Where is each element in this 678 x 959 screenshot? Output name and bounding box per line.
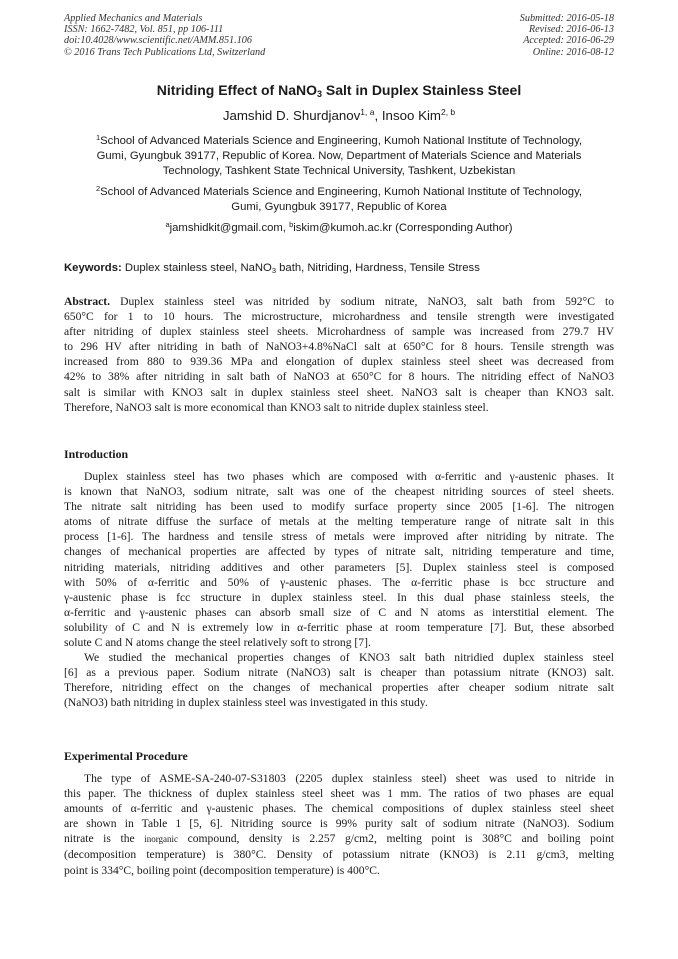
paragraph-line: nitriding materials, nitriding additives and other parameters [5]. Duplex stainless steel is composed (64, 560, 614, 574)
paragraph-line: with 50% of α-ferritic and 50% of γ-austenic phases. The α-ferritic phase is bcc structure and (64, 575, 614, 589)
keywords-subscript: 3 (271, 266, 276, 275)
affiliation-marker: 1 (95, 133, 101, 142)
paragraph-line: We studied the mechanical properties changes of KNO3 salt bath nitridied duplex stainless steel (84, 651, 614, 665)
email-marker: b (289, 220, 294, 229)
paragraph-line: atoms of nitrate diffuse the surface of metals at the melting temperature range of nitrate salt in this (64, 515, 614, 529)
paragraph-line: solute C and N atoms change the steel relatively soft to strong [7]. (64, 636, 371, 650)
author-name: Insoo Kim (381, 108, 441, 123)
issn-line: ISSN: 1662-7482, Vol. 851, pp 106-111 (64, 24, 224, 36)
affiliation-line (64, 181, 614, 200)
revised-date: Revised: 2016-06-13 (528, 24, 614, 36)
email-text: iskim@kumoh.ac.kr (Corresponding Author) (293, 222, 513, 234)
paragraph-text: compound, density is 2.257 g/cm2, melting point is 308°C and boiling point (178, 832, 614, 846)
abstract (64, 294, 614, 415)
author-separator: , (374, 108, 382, 123)
paragraph-line: Therefore, nitriding effect on the changes of mechanical properties after cheaper sodium nitrate salt (64, 681, 614, 695)
abstract-line: Therefore, NaNO3 salt is more economical than KNO3 salt to nitride duplex stainless steel. (64, 400, 489, 414)
accepted-date: Accepted: 2016-06-29 (523, 35, 614, 47)
paper-title (40, 81, 638, 103)
section-heading-introduction: Introduction (64, 447, 129, 461)
paragraph-line: The type of ASME-SA-240-07-S31803 (2205 duplex stainless steel) sheet was used to nitride in (84, 772, 614, 785)
abstract-line (64, 294, 614, 309)
title-part: Salt in Duplex Stainless Steel (322, 82, 522, 98)
paragraph-line: α-ferritic and γ-austenic phases can absorb small size of C and N atoms as interstitial element. The (64, 605, 614, 619)
paragraph-text: nitrate is the (64, 832, 145, 846)
abstract-line: salt is similar with KNO3 salt in duplex stainless steel sheet. NaNO3 salt is cheaper than KNO3 salt. (64, 385, 614, 399)
paragraph-line (64, 831, 614, 847)
introduction-body (64, 469, 614, 711)
experimental-body (64, 771, 614, 878)
paragraph-line: is known that NaNO3, sodium nitrate, salt was one of the cheapest nitriding sources of steel sheets. (64, 485, 614, 499)
online-date: Online: 2016-08-12 (532, 46, 614, 58)
journal-name: Applied Mechanics and Materials (64, 13, 203, 24)
title-subscript: 3 (317, 89, 323, 99)
paragraph-line: this paper. The thickness of duplex stainless steel sheet was 1 mm. The ratios of two phases are equal (64, 787, 614, 801)
affiliation-text: School of Advanced Materials Science and Engineering, Kumoh National Institute of Technology, (100, 135, 583, 147)
author-marker: 2, b (440, 107, 456, 117)
paragraph-line: The nitrate salt nitriding has been used to modify surface property since 2005 [1-6]. The nitrogen (64, 500, 614, 514)
abstract-line: to 296 HV after nitriding in bath of NaNO3+4.8%NaCl salt at 650°C for 8 hours. Tensile strength was (64, 340, 614, 354)
affiliation-line: Gumi, Gyungbuk 39177, Republic of Korea. Now, Department of Materials Science and Materials (96, 150, 582, 162)
paragraph-line: (NaNO3) bath nitriding in duplex stainless steel was investigated in this study. (64, 696, 428, 710)
paragraph-line: solubility of C and N is extremely low in α-ferritic phase at room temperature [7]. But, these absorbed (64, 620, 614, 634)
abstract-text: Duplex stainless steel was nitrided by sodium nitrate, NaNO3, salt bath from 592°C to (110, 295, 614, 308)
title-part: Nitriding Effect of NaNO (156, 82, 318, 98)
paragraph-line: point is 334°C, boiling point (decomposition temperature) is 400°C. (64, 863, 380, 877)
paragraph-line: amounts of α-ferritic and γ-austenic phases. The chemical compositions of duplex stainless steel sheet (64, 802, 614, 816)
affiliation-line (64, 130, 614, 149)
copyright-line: © 2016 Trans Tech Publications Ltd, Switzerland (64, 46, 266, 58)
affiliation-1 (64, 130, 614, 179)
affiliation-2 (64, 181, 614, 215)
keywords-label: Keywords: (64, 262, 122, 274)
email-text: jamshidkit@gmail.com, (169, 222, 290, 234)
small-text: inorganic (144, 834, 179, 845)
abstract-label: Abstract. (64, 295, 111, 308)
publication-dates (520, 13, 614, 58)
paragraph-line: process [1-6]. The hardness and tensile stress of metals were improved after nitriding by nitrate. The (64, 530, 614, 544)
author-marker: 1, a (360, 107, 375, 117)
affiliation-line: Technology, Tashkent State Technical University, Tashkent, Uzbekistan (162, 165, 516, 177)
abstract-line: 42% to 38% after nitriding in salt bath of NaNO3 at 650°C for 8 hours. The nitriding effect of NaNO3 (64, 370, 614, 384)
keywords-text: Duplex stainless steel, NaNO (121, 262, 272, 274)
doi-line: doi:10.4028/www.scientific.net/AMM.851.106 (64, 35, 252, 47)
paragraph-line: Duplex stainless steel has two phases which are composed with α-ferritic and γ-austenic phases. It (84, 470, 614, 483)
author-name: Jamshid D. Shurdjanov (222, 108, 361, 123)
journal-info (64, 13, 265, 58)
affiliation-marker: 2 (95, 184, 101, 193)
email-marker: a (165, 220, 170, 229)
abstract-line: increased from 880 to 939.36 MPa and elongation of duplex stainless steel sheet was decreased from (64, 355, 614, 369)
affiliation-text: School of Advanced Materials Science and Engineering, Kumoh National Institute of Technology, (100, 186, 583, 198)
section-heading-experimental: Experimental Procedure (64, 749, 188, 763)
abstract-line: after nitriding of duplex stainless steel sheets. Microhardness of sample was increased from 279.7 HV (64, 325, 614, 339)
paragraph-line: γ-austenic phase is fcc structure in duplex stainless steel. In this dual phase stainless steels, the (64, 590, 614, 604)
paragraph-line: [6] as a previous paper. Sodium nitrate (NaNO3) salt is cheaper than potassium nitrate (KNO3) salt. (64, 666, 614, 680)
paragraph-line: changes of mechanical properties are affected by types of nitrate salt, nitriding temperature and time, (64, 545, 614, 559)
paragraph-line: are shown in Table 1 [5, 6]. Nitriding source is 99% purity salt of sodium nitrate (NaNO3). Sodium (64, 817, 614, 831)
keywords-text: bath, Nitriding, Hardness, Tensile Stress (276, 262, 480, 274)
author-emails (64, 217, 614, 236)
submitted-date: Submitted: 2016-05-18 (519, 13, 614, 24)
abstract-line: 650°C for 1 to 10 hours. The microstructure, microhardness and tensile strength were investigated (64, 310, 614, 324)
affiliation-line: Gumi, Gyungbuk 39177, Republic of Korea (231, 201, 447, 213)
paragraph-line: (decomposition temperature) is 380°C. Density of potassium nitrate (KNO3) is 2.11 g/cm3, melting (64, 848, 614, 862)
author-list (40, 104, 638, 124)
keywords (64, 261, 614, 278)
